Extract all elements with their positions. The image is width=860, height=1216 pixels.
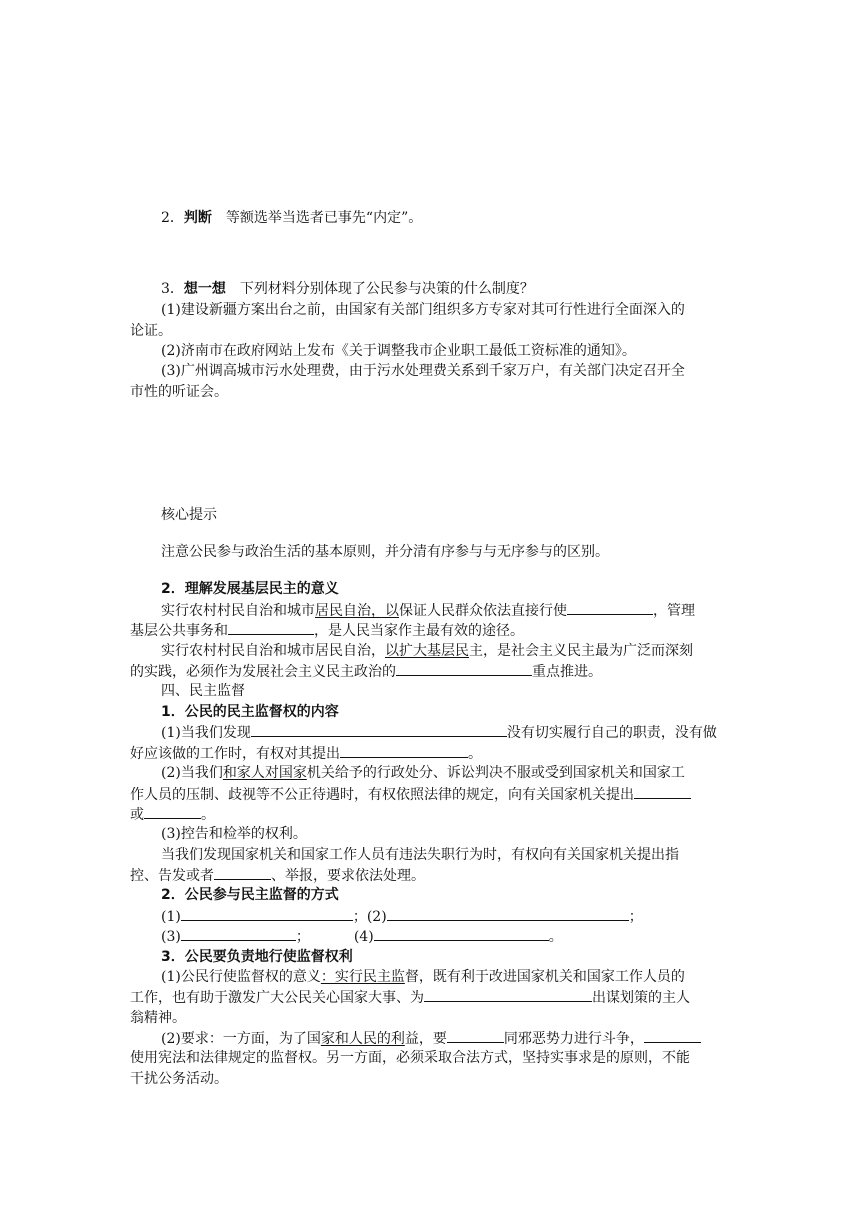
sec4-1-item-1-cont	[130, 743, 730, 764]
text: 同邪恶势力进行斗争，	[503, 1031, 644, 1047]
text: (1)	[161, 909, 181, 925]
fill-blank[interactable]	[214, 865, 271, 880]
sec4-1-item-3: (3)控告和检举的权利。	[161, 826, 307, 842]
text: 、举报，要求依法处理。	[271, 868, 425, 884]
fill-blank[interactable]	[228, 620, 314, 635]
text: 主，是社会主义民主最为广泛而深刻	[469, 643, 693, 659]
text: (2)当我们	[161, 765, 223, 781]
text: (1)公民行使监督权的意义	[161, 969, 321, 985]
sec2-para-1-cont	[130, 620, 730, 641]
fill-blank[interactable]	[396, 661, 532, 676]
sec4-3-title: 3．公民要负责地行使监督权利	[161, 949, 353, 965]
fill-blank[interactable]	[374, 926, 549, 941]
text: 的实践，必须作为发展社会主义民主政治的	[130, 664, 396, 680]
sec4-3-item-2-end: 干扰公务活动。	[130, 1071, 228, 1087]
text: (3)	[161, 929, 181, 945]
question-label: 想一想	[183, 281, 226, 297]
text: 或	[130, 807, 144, 823]
text: ；	[628, 909, 643, 925]
sec4-2-title: 2．公民参与民主监督的方式	[161, 887, 339, 903]
q3-item-1-cont: 论证。	[130, 323, 172, 339]
sec4-1-item-2-end	[130, 804, 730, 825]
text: 督，既有利于改进国家机关和国家工作人员的	[404, 969, 685, 985]
text: (2)	[366, 909, 387, 925]
text: 。	[468, 746, 482, 762]
sec4-2-row-1	[161, 906, 731, 927]
underlined-text: 和家人对国家	[222, 765, 307, 781]
underlined-text: 居民自治，以	[315, 603, 399, 619]
question-label: 判断	[183, 210, 212, 226]
q3-item-3: (3)广州调高城市污水处理费，由于污水处理费关系到千家万户，有关部门决定召开全	[161, 363, 685, 379]
text: 机关给予的行政处分、诉讼判决不服或受到国家机关和国家工	[306, 765, 685, 781]
section-4-heading: 四、民主监督	[161, 683, 245, 699]
text: 没有切实履行自己的职责，没有做	[506, 725, 717, 741]
text: 。	[201, 807, 215, 823]
text: ，是人民当家作主最有效的途径。	[314, 623, 524, 639]
sec4-3-item-1-cont	[130, 987, 730, 1008]
sec4-3-item-2-cont: 使用宪法和法律规定的监督权。另一方面，必须采取合法方式，坚持实事求是的原则，不能	[130, 1050, 690, 1066]
text: 工作，也有助于激发广大公民关心国家大事、为	[130, 990, 424, 1006]
fill-blank[interactable]	[387, 906, 629, 921]
text: 作人员的压制、歧视等不公正待遇时，有权依照法律的规定，向有关国家机关提出	[130, 787, 634, 803]
sec4-1-title: 1．公民的民主监督权的内容	[161, 704, 339, 720]
underlined-text: 家和人民的利	[320, 1031, 405, 1047]
text: 保证人民群众依法直接行使	[399, 603, 567, 619]
underlined-text: 以扩大基层民	[385, 643, 469, 659]
text: (2)要求：一方面，为了国	[161, 1031, 321, 1047]
text: (1)当我们发现	[161, 725, 251, 741]
fill-blank[interactable]	[181, 906, 353, 921]
question-3	[161, 279, 731, 299]
question-number: 3．	[161, 281, 184, 297]
fill-blank[interactable]	[447, 1028, 504, 1043]
text: (4)	[353, 929, 374, 945]
fill-blank[interactable]	[144, 804, 201, 819]
text: 重点推进。	[532, 664, 602, 680]
core-tip-title: 核心提示	[161, 507, 217, 523]
fill-blank[interactable]	[424, 987, 592, 1002]
text: 好应该做的工作时，有权对其提出	[130, 746, 340, 762]
q3-item-3-cont: 市性的听证会。	[130, 384, 228, 400]
fill-blank[interactable]	[251, 722, 507, 737]
question-text: 等额选举当选者已事先“内定”。	[225, 210, 423, 226]
sec4-3-item-1	[161, 967, 731, 987]
sec4-1-item-3-detail-cont	[130, 865, 730, 886]
text: 基层公共事务和	[130, 623, 228, 639]
sec4-2-row-2	[161, 926, 731, 947]
text: ；	[352, 909, 367, 925]
question-text: 下列材料分别体现了公民参与决策的什么制度？	[239, 281, 534, 297]
fill-blank[interactable]	[181, 926, 296, 941]
sec2-para-2	[161, 641, 731, 661]
text: 控、告发或者	[130, 868, 214, 884]
sec4-1-item-2	[161, 763, 731, 783]
sec4-3-item-2	[161, 1028, 731, 1049]
text: 益，要	[404, 1031, 447, 1047]
sec4-1-item-2-cont	[130, 784, 730, 805]
fill-blank[interactable]	[567, 600, 653, 615]
text: 实行农村村民自治和城市	[161, 603, 315, 619]
question-number: 2．	[161, 210, 184, 226]
q3-item-2: (2)济南市在政府网站上发布《关于调整我市企业职工最低工资标准的通知》。	[161, 343, 636, 359]
text: 出谋划策的主人	[592, 990, 690, 1006]
question-2	[161, 208, 731, 228]
core-tip-text: 注意公民参与政治生活的基本原则，并分清有序参与与无序参与的区别。	[161, 544, 609, 560]
text: 。	[548, 929, 563, 945]
section-2-title: 2．理解发展基层民主的意义	[161, 581, 339, 597]
text: 实行农村村民自治和城市居民自治，	[161, 643, 385, 659]
text: ，管理	[653, 603, 695, 619]
underlined-text: ：实行民主监	[320, 969, 405, 985]
fill-blank[interactable]	[634, 784, 691, 799]
sec4-1-item-1	[161, 722, 731, 743]
sec4-1-item-3-detail: 当我们发现国家机关和国家工作人员有违法失职行为时，有权向有关国家机关提出指	[161, 847, 679, 863]
sec4-3-item-1-end: 翁精神。	[130, 1010, 186, 1026]
fill-blank[interactable]	[340, 743, 468, 758]
text: ；	[295, 929, 310, 945]
q3-item-1: (1)建设新疆方案出台之前，由国家有关部门组织多方专家对其可行性进行全面深入的	[161, 302, 685, 318]
sec2-para-2-cont	[130, 661, 730, 682]
fill-blank[interactable]	[644, 1028, 701, 1043]
sec2-para-1	[161, 600, 731, 621]
